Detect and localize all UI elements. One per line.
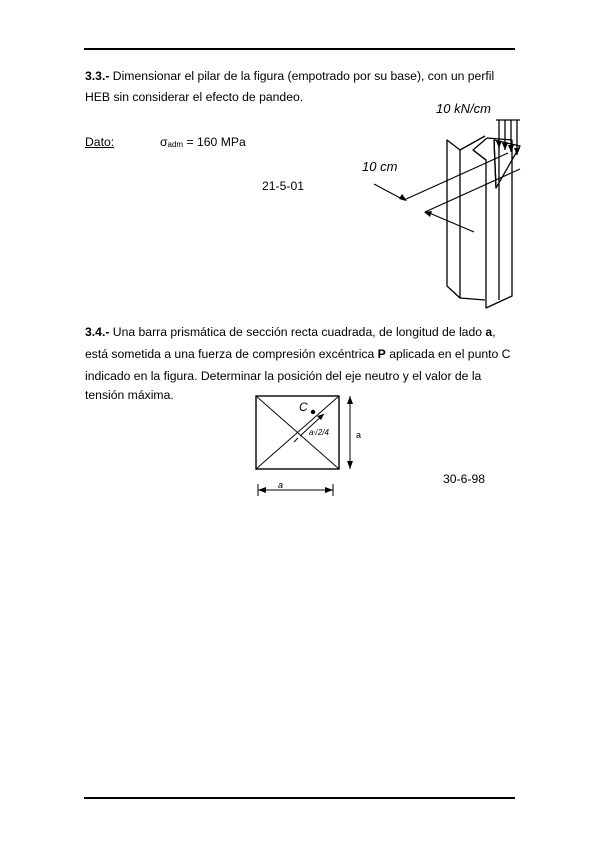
problem-3-3-date: 21-5-01 (262, 179, 305, 193)
point-c-label: C (299, 400, 308, 414)
problem-3-4-text-1c: , (492, 325, 496, 339)
sigma-value: = 160 MPa (186, 135, 246, 149)
problem-3-4-text-line4: tensión máxima. (85, 388, 174, 402)
side-label-bottom: a (278, 480, 284, 490)
dato-label: Dato: (85, 135, 115, 149)
problem-3-3-text-line2: HEB sin considerar el efecto de pandeo. (85, 90, 304, 104)
load-label: 10 kN/cm (436, 101, 491, 116)
problem-3-4-text-2a: está sometida a una fuerza de compresión excéntrica (85, 347, 378, 361)
distance-label: 10 cm (362, 159, 398, 174)
problem-3-4-text-1a: Una barra prismática de sección recta cuadrada, de longitud de lado (112, 325, 486, 339)
problem-3-4-text-2b: P (377, 347, 386, 361)
problem-3-4-text-3: indicado en la figura. Determinar la posición del eje neutro y el valor de la (85, 369, 482, 383)
problem-3-3-number: 3.3.- (85, 69, 110, 83)
offset-label: a√2/4 (309, 428, 329, 437)
sigma-subscript: adm (167, 140, 184, 149)
problem-3-3-text-line1: Dimensionar el pilar de la figura (empotrado por su base), con un perfil (112, 69, 495, 83)
problem-3-4-text-1b: a (485, 325, 493, 339)
problem-3-4-date: 30-6-98 (443, 472, 486, 486)
side-label-right: a (356, 430, 362, 440)
sigma-symbol: σ (160, 135, 168, 149)
problem-3-4-text-2c: aplicada en el punto C (385, 347, 511, 361)
problem-3-4-number: 3.4.- (85, 325, 110, 339)
